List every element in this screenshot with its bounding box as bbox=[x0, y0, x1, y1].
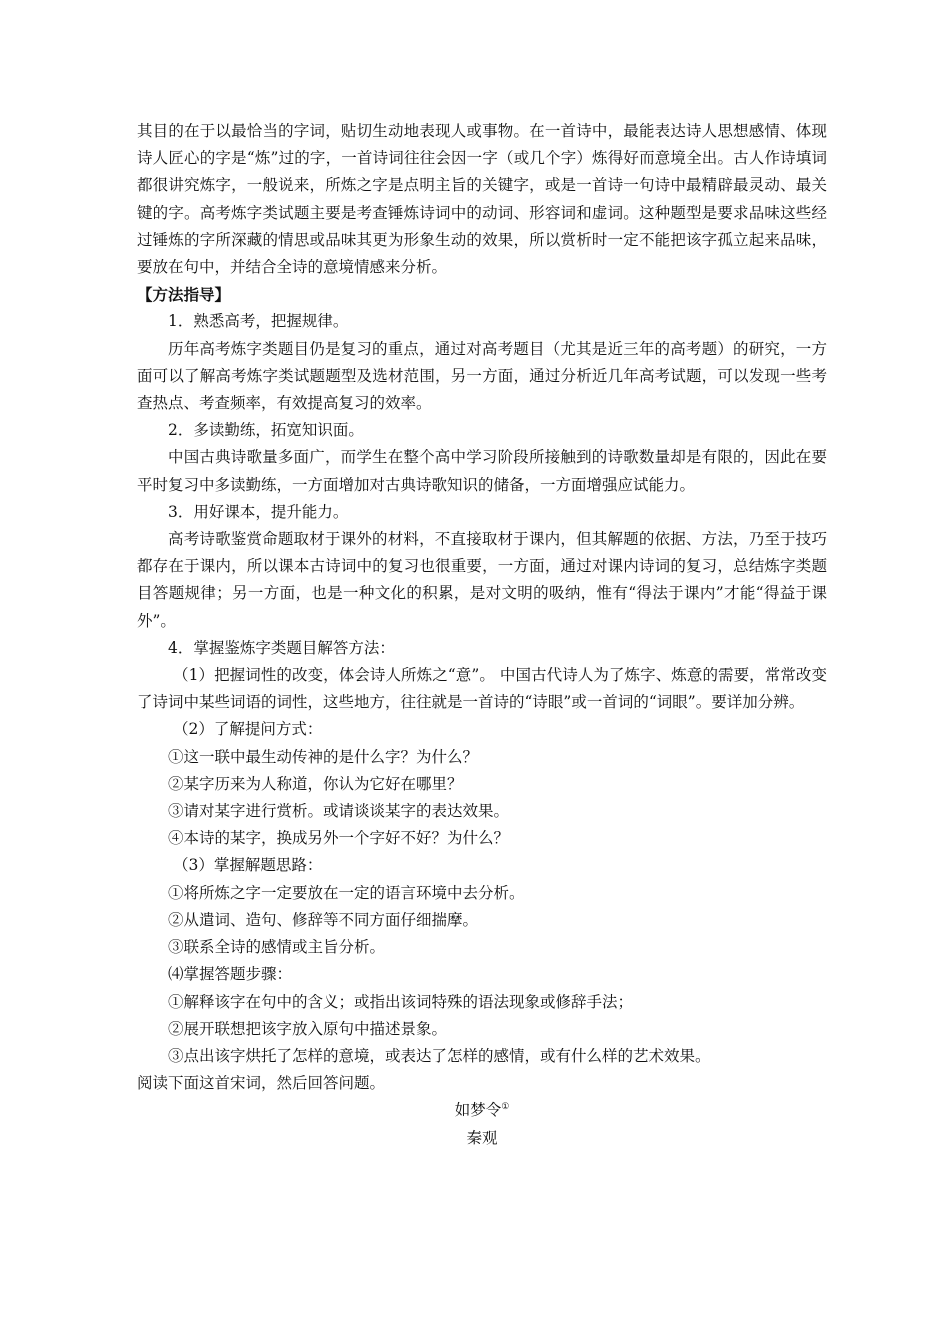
list-item: ②从遣词、造句、修辞等不同方面仔细揣摩。 bbox=[168, 910, 479, 929]
method-4-title: 4．掌握鉴炼字类题目解答方法： bbox=[168, 638, 395, 657]
reading-prompt: 阅读下面这首宋词，然后回答问题。 bbox=[137, 1074, 386, 1093]
list-item: ①这一联中最生动传神的是什么字？为什么？ bbox=[168, 747, 479, 766]
method-2-body: 中国古典诗歌量多面广，而学生在整个高中学习阶段所接触到的诗歌数量却是有限的，因此在要平时复习中多读勤练，一方面增加对古典诗歌知识的储备，一方面增强应试能力。 bbox=[137, 448, 827, 494]
method-1-title: 1．熟悉高考，把握规律。 bbox=[168, 312, 349, 331]
method-4-point-1: （1）把握词性的改变，体会诗人所炼之“意”。 中国古代诗人为了炼字、炼意的需要，常常改变了诗词中某些词语的词性，这些地方，往往就是一首诗的“诗眼”或一首词的“词眼”。要详加分辨。 bbox=[137, 666, 827, 712]
list-item: ③点出该字烘托了怎样的意境，或表达了怎样的感情，或有什么样的艺术效果。 bbox=[168, 1046, 711, 1065]
list-item: ③联系全诗的感情或主旨分析。 bbox=[168, 938, 386, 957]
list-item: ①解释该字在句中的含义；或指出该词特殊的语法现象或修辞手法； bbox=[168, 992, 634, 1011]
method-4-point-2-title: （2）了解提问方式： bbox=[173, 720, 323, 739]
poem-title: 如梦令 bbox=[454, 1101, 502, 1120]
method-4-point-4-title: ⑷掌握答题步骤： bbox=[168, 965, 293, 984]
list-item: ②某字历来为人称道，你认为它好在哪里？ bbox=[168, 774, 463, 793]
method-1-body: 历年高考炼字类题目仍是复习的重点，通过对高考题目（尤其是近三年的高考题）的研究，一方面可以了解高考炼字类试题题型及选材范围，另一方面，通过分析近几年高考试题，可以发现一些考查热点、考查频率，有效提高复习的效率。 bbox=[137, 339, 827, 413]
list-item: ③请对某字进行赏析。或请谈谈某字的表达效果。 bbox=[168, 802, 510, 821]
method-3-title: 3．用好课本，提升能力。 bbox=[168, 502, 349, 521]
poem-author: 秦观 bbox=[466, 1128, 498, 1147]
poem-title-line bbox=[137, 1097, 827, 1124]
section-heading: 【方法指导】 bbox=[137, 285, 231, 305]
footnote-marker: ① bbox=[501, 1102, 510, 1113]
list-item: ④本诗的某字，换成另外一个字好不好？为什么？ bbox=[168, 829, 510, 848]
list-item: ②展开联想把该字放入原句中描述景象。 bbox=[168, 1019, 448, 1038]
intro-paragraph: 其目的在于以最恰当的字词，贴切生动地表现人或事物。在一首诗中，最能表达诗人思想感情、体现诗人匠心的字是“炼”过的字，一首诗词往往会因一字（或几个字）炼得好而意境全出。古人作诗填词都很讲究炼字，一般说来，所炼之字是点明主旨的关键字，或是一首诗一句诗中最精辟最灵动、最关键的字。高考炼字类试题主要是考查锤炼诗词中的动词、形容词和虚词。这种题型是要求品味这些经过锤炼的字所深藏的情思或品味其更为形象生动的效果，所以赏析时一定不能把该字孤立起来品味，要放在句中，并结合全诗的意境情感来分析。 bbox=[137, 122, 827, 277]
method-3-body: 高考诗歌鉴赏命题取材于课外的材料，不直接取材于课内，但其解题的依据、方法，乃至于技巧都存在于课内，所以课本古诗词中的复习也很重要，一方面，通过对课内诗词的复习，总结炼字类题目答题规律；另一方面，也是一种文化的积累，是对文明的吸纳，惟有“得法于课内”才能“得益于课外”。 bbox=[137, 530, 827, 630]
method-4-point-3-title: （3）掌握解题思路： bbox=[173, 856, 323, 875]
list-item: ①将所炼之字一定要放在一定的语言环境中去分析。 bbox=[168, 883, 525, 902]
method-2-title: 2．多读勤练，拓宽知识面。 bbox=[168, 421, 364, 440]
document-body bbox=[137, 118, 827, 1152]
